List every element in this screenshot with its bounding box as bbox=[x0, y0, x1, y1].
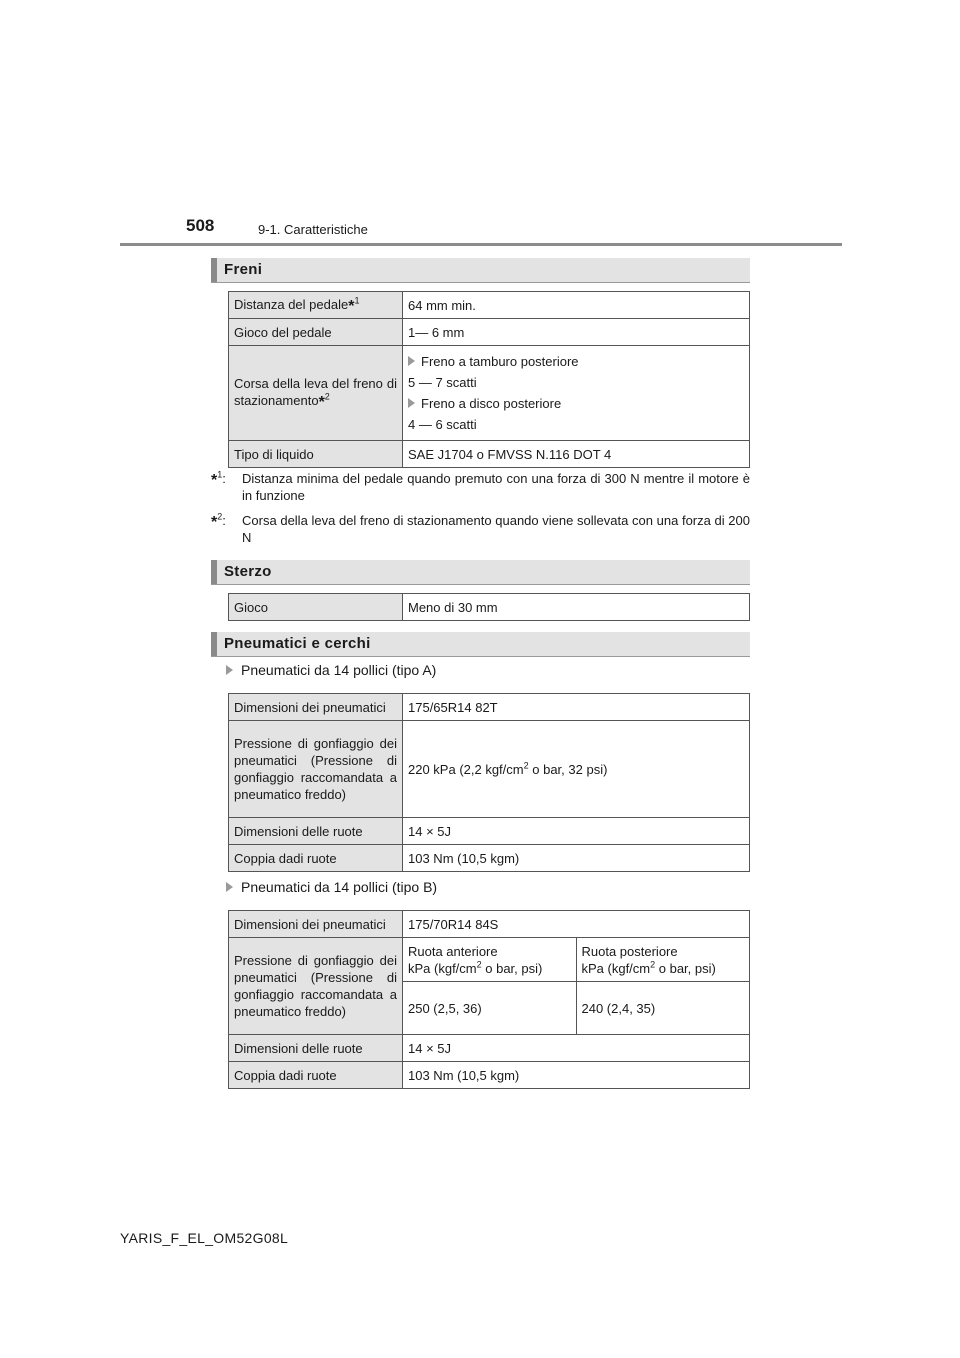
triangle-bullet-icon bbox=[226, 882, 233, 892]
row-value: 103 Nm (10,5 kgm) bbox=[403, 845, 750, 872]
section-heading-sterzo bbox=[211, 560, 750, 585]
row-label: Corsa della leva del freno di stazionamento*$^2$ bbox=[229, 346, 403, 441]
table-row bbox=[229, 1035, 750, 1062]
table-row bbox=[229, 818, 750, 845]
subheading-tipo-a: Pneumatici da 14 pollici (tipo A) bbox=[226, 662, 436, 678]
brakes-spec-table bbox=[228, 291, 750, 468]
header-divider bbox=[120, 243, 842, 246]
table-row bbox=[229, 721, 750, 818]
row-label: Coppia dadi ruote bbox=[229, 1062, 403, 1089]
table-row bbox=[229, 594, 750, 621]
row-label: Gioco bbox=[229, 594, 403, 621]
footnote-mark: *$^2$: bbox=[211, 511, 226, 531]
row-label: Pressione di gonfiaggio dei pneumatici (Pressione di gonfiaggio raccomandata a pneumatico freddo) bbox=[229, 938, 403, 1035]
row-label: Pressione di gonfiaggio dei pneumatici (Pressione di gonfiaggio raccomandata a pneumatico freddo) bbox=[229, 721, 403, 818]
row-value: 14 × 5J bbox=[403, 1035, 750, 1062]
document-code: YARIS_F_EL_OM52G08L bbox=[120, 1230, 289, 1246]
row-value: SAE J1704 o FMVSS N.116 DOT 4 bbox=[403, 441, 750, 468]
footnote: *$^2$: Corsa della leva del freno di stazionamento quando viene sollevata con una forza di 200 N bbox=[211, 511, 750, 545]
row-label: Dimensioni delle ruote bbox=[229, 818, 403, 845]
section-heading-label: Pneumatici e cerchi bbox=[224, 635, 371, 652]
table-row bbox=[229, 911, 750, 938]
row-value: 64 mm min. bbox=[403, 292, 750, 319]
row-value: Meno di 30 mm bbox=[403, 594, 750, 621]
row-label: Tipo di liquido bbox=[229, 441, 403, 468]
row-label: Dimensioni dei pneumatici bbox=[229, 694, 403, 721]
row-value: Freno a tamburo posteriore 5 — 7 scatti Freno a disco posteriore 4 — 6 scatti bbox=[403, 346, 750, 441]
table-row bbox=[229, 1062, 750, 1089]
row-value: 175/65R14 82T bbox=[403, 694, 750, 721]
row-label: Distanza del pedale*$^1$ bbox=[229, 292, 403, 319]
tyres-type-b-table bbox=[228, 910, 750, 1089]
row-label: Dimensioni delle ruote bbox=[229, 1035, 403, 1062]
table-row bbox=[229, 938, 750, 982]
row-label: Coppia dadi ruote bbox=[229, 845, 403, 872]
table-row bbox=[229, 441, 750, 468]
triangle-bullet-icon bbox=[408, 356, 415, 366]
row-value: 175/70R14 84S bbox=[403, 911, 750, 938]
steering-spec-table bbox=[228, 593, 750, 621]
front-pressure-value: 250 (2,5, 36) bbox=[403, 982, 577, 1035]
section-heading-freni bbox=[211, 258, 750, 283]
tyres-type-a-table bbox=[228, 693, 750, 872]
front-wheel-header: Ruota anteriore kPa ($kgf/cm^2$ o bar, psi) bbox=[403, 938, 577, 982]
table-row bbox=[229, 292, 750, 319]
rear-wheel-header: Ruota posteriore kPa ($kgf/cm^2$ o bar, psi) bbox=[576, 938, 750, 982]
section-heading-label: Sterzo bbox=[224, 563, 272, 580]
triangle-bullet-icon bbox=[408, 398, 415, 408]
rear-pressure-value: 240 (2,4, 35) bbox=[576, 982, 750, 1035]
row-value: 1— 6 mm bbox=[403, 319, 750, 346]
row-value: 14 × 5J bbox=[403, 818, 750, 845]
footnote-mark: *$^1$: bbox=[211, 469, 226, 489]
table-row bbox=[229, 694, 750, 721]
row-label: Gioco del pedale bbox=[229, 319, 403, 346]
section-reference: 9-1. Caratteristiche bbox=[258, 222, 368, 237]
row-value: 103 Nm (10,5 kgm) bbox=[403, 1062, 750, 1089]
table-row bbox=[229, 319, 750, 346]
section-heading-label: Freni bbox=[224, 261, 263, 278]
triangle-bullet-icon bbox=[226, 665, 233, 675]
table-row bbox=[229, 346, 750, 441]
section-heading-pneumatici bbox=[211, 632, 750, 657]
row-label: Dimensioni dei pneumatici bbox=[229, 911, 403, 938]
footnote: *$^1$: Distanza minima del pedale quando premuto con una forza di 300 N mentre il motore è in funzione bbox=[211, 469, 750, 503]
page-number: 508 bbox=[186, 216, 215, 235]
table-row bbox=[229, 845, 750, 872]
subheading-tipo-b: Pneumatici da 14 pollici (tipo B) bbox=[226, 879, 437, 895]
row-value: 220 kPa (2,2 kgf/$cm^2$ o bar, 32 psi) bbox=[403, 721, 750, 818]
